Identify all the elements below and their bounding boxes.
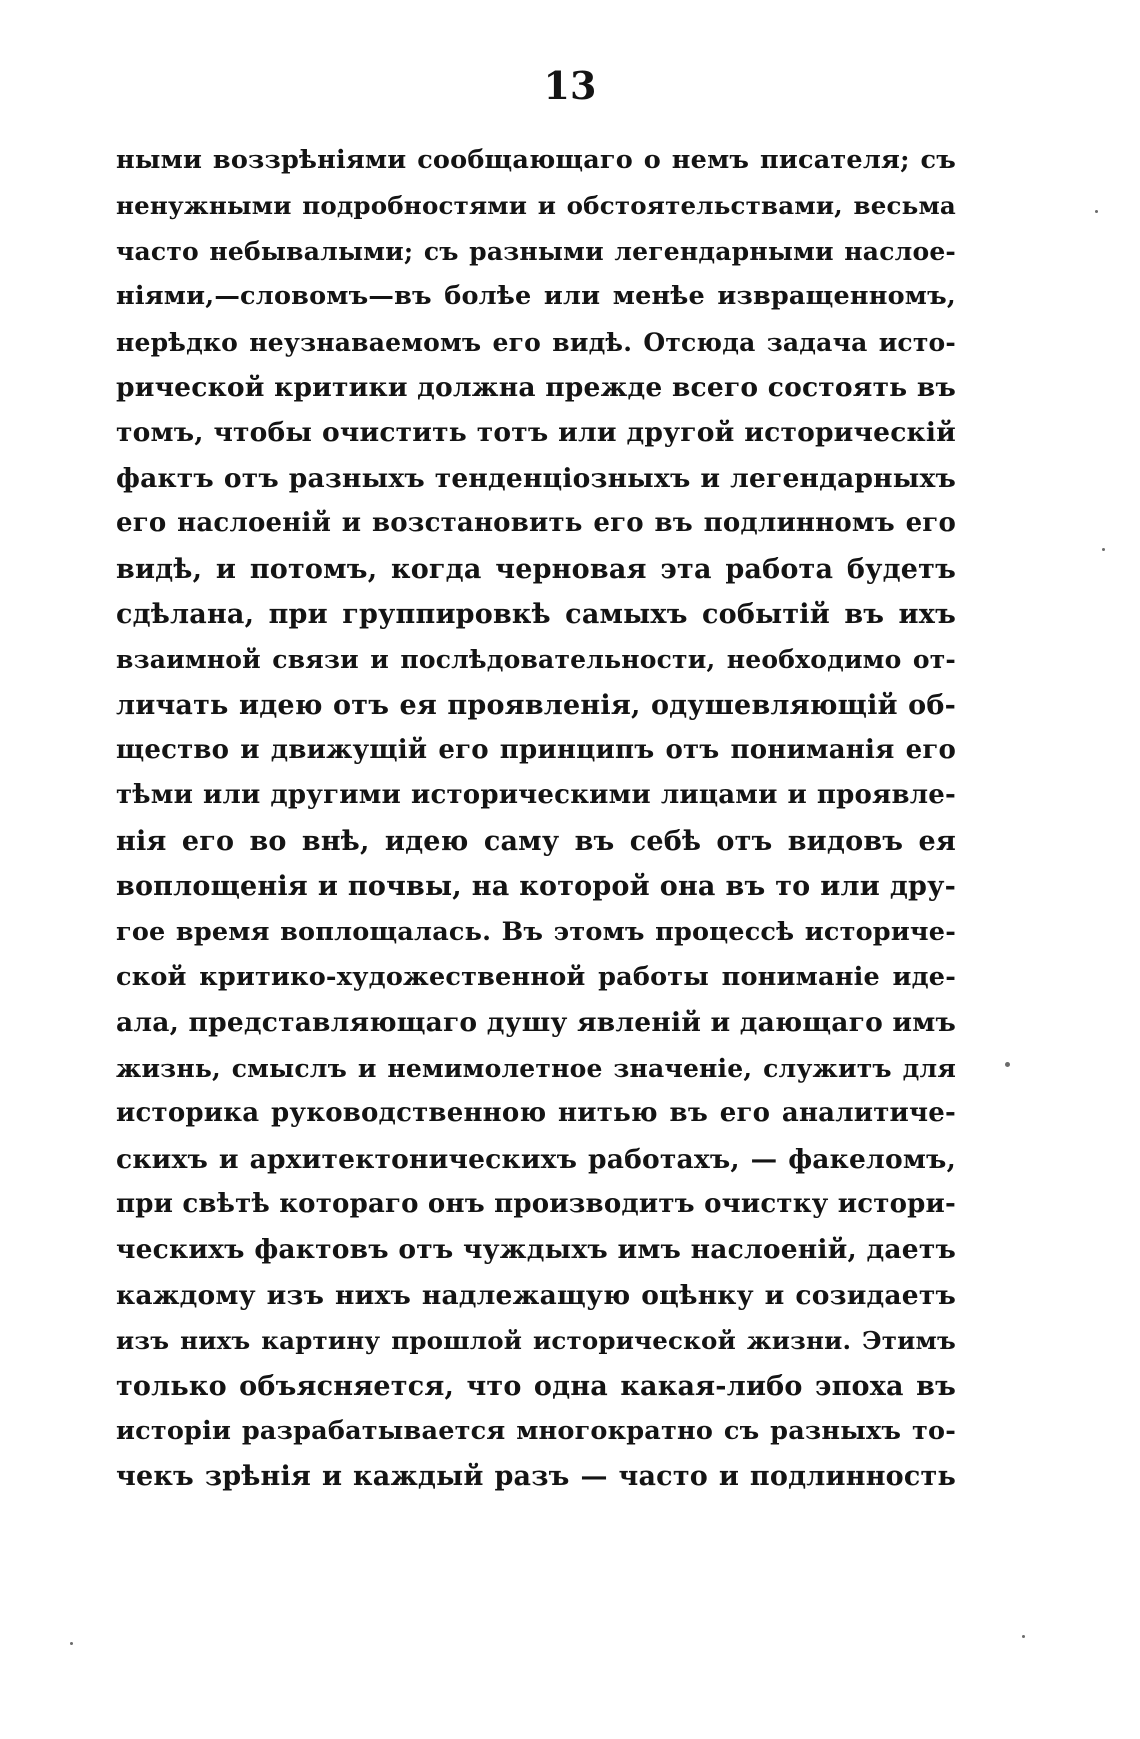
scan-speck bbox=[1095, 210, 1098, 213]
text-line: только объясняется, что одна какая-либо эпоха въ bbox=[116, 1370, 956, 1402]
text-line: воплощенія и почвы, на которой она въ то или дру- bbox=[116, 871, 956, 903]
text-line: часто небывалыми; съ разными легендарными наслое- bbox=[116, 236, 956, 266]
text-line: скихъ и архитектоническихъ работахъ, — факеломъ, bbox=[116, 1143, 956, 1175]
text-line: каждому изъ нихъ надлежащую оцѣнку и созидаетъ bbox=[116, 1279, 956, 1311]
scan-speck bbox=[1005, 1062, 1010, 1067]
text-line: изъ нихъ картину прошлой исторической жизни. Этимъ bbox=[116, 1326, 956, 1356]
text-line: томъ, чтобы очистить тотъ или другой историческій bbox=[116, 417, 956, 449]
text-line: ала, представляющаго душу явленій и дающаго имъ bbox=[116, 1007, 956, 1039]
text-line: ніями,—словомъ—въ болѣе или менѣе извращенномъ, bbox=[116, 281, 956, 312]
text-line: ческихъ фактовъ отъ чуждыхъ имъ наслоеній, даетъ bbox=[116, 1234, 956, 1266]
text-line: ными воззрѣніями сообщающаго о немъ писателя; съ bbox=[116, 145, 956, 175]
page-number: 13 bbox=[543, 63, 597, 108]
text-line: ненужными подробностями и обстоятельствами, весьма bbox=[116, 191, 956, 221]
text-line: личать идею отъ ея проявленія, одушевляющій об- bbox=[116, 689, 956, 721]
text-line: исторіи разрабатывается многократно съ разныхъ то- bbox=[116, 1415, 956, 1446]
text-line: нерѣдко неузнаваемомъ его видѣ. Отсюда задача исто- bbox=[116, 327, 956, 357]
text-line: чекъ зрѣнія и каждый разъ — часто и подлинность bbox=[116, 1461, 956, 1493]
text-line: историка руководственною нитью въ его аналитиче- bbox=[116, 1098, 956, 1129]
text-line: гое время воплощалась. Въ этомъ процессѣ историче- bbox=[116, 916, 956, 947]
text-line: нія его во внѣ, идею саму въ себѣ отъ видовъ ея bbox=[116, 825, 956, 857]
body-text bbox=[116, 138, 956, 1500]
text-line: тѣми или другими историческими лицами и проявле- bbox=[116, 780, 956, 811]
scan-speck bbox=[1022, 1635, 1025, 1638]
text-line: жизнь, смыслъ и немимолетное значеніе, служитъ для bbox=[116, 1053, 956, 1083]
text-line: взаимной связи и послѣдовательности, необходимо от- bbox=[116, 645, 956, 675]
scan-speck bbox=[70, 1642, 73, 1645]
text-line: при свѣтѣ котораго онъ производитъ очистку истори- bbox=[116, 1188, 956, 1219]
text-line: сдѣлана, при группировкѣ самыхъ событій въ ихъ bbox=[116, 598, 956, 630]
text-line: ской критико-художественной работы пониманіе иде- bbox=[116, 962, 956, 993]
text-line: фактъ отъ разныхъ тенденціозныхъ и легендарныхъ bbox=[116, 462, 956, 494]
text-line: видѣ, и потомъ, когда черновая эта работа будетъ bbox=[116, 553, 956, 585]
text-line: щество и движущій его принципъ отъ пониманія его bbox=[116, 735, 956, 766]
scan-speck bbox=[1102, 548, 1105, 551]
text-line: его наслоеній и возстановить его въ подлинномъ его bbox=[116, 508, 956, 539]
text-line: рической критики должна прежде всего состоять въ bbox=[116, 371, 956, 403]
